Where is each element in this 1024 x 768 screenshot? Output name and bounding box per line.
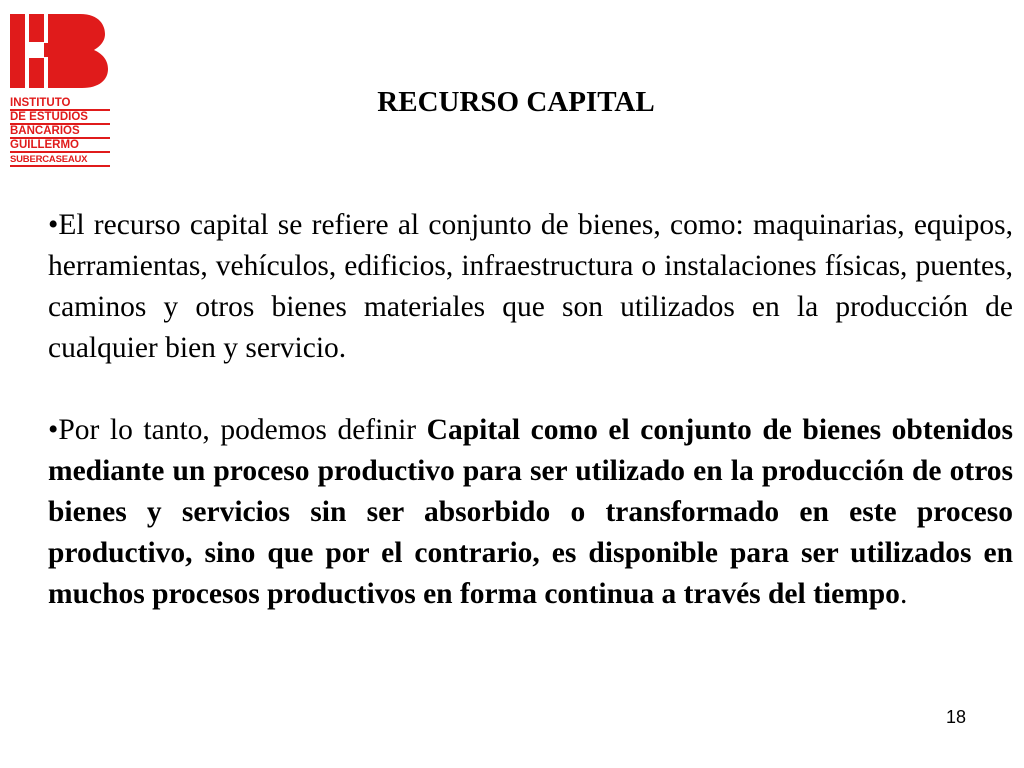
logo-line-2: DE ESTUDIOS xyxy=(10,111,88,123)
slide-title: RECURSO CAPITAL xyxy=(377,86,655,118)
paragraph-capital-definition xyxy=(48,410,1013,615)
paragraph-bold-definition: Capital como el conjunto de bienes obtenidos mediante un proceso productivo para ser utilizado en la producción de otros bienes y servicios sin ser absorbido o transformado en este proceso productivo, sino que por el contrario, es disponible para ser utilizados en muchos procesos productivos en forma continua a través del tiempo xyxy=(48,414,1013,610)
paragraph-suffix: . xyxy=(899,578,908,610)
paragraph-definition: •El recurso capital se refiere al conjunto de bienes, como: maquinarias, equipos, herramientas, vehículos, edificios, infraestructura o instalaciones físicas, puentes, caminos y otros bienes materiales que son utilizados en la producción de cualquier bien y servicio. xyxy=(48,209,1013,364)
logo-mark-icon xyxy=(10,12,110,92)
slide-content xyxy=(48,205,1013,615)
logo-line-3: BANCARIOS xyxy=(10,125,80,137)
paragraph-prefix: •Por lo tanto, podemos definir xyxy=(48,414,427,446)
logo-line-4: GUILLERMO xyxy=(10,139,79,151)
logo-line-1: INSTITUTO xyxy=(10,97,71,109)
page-number: 18 xyxy=(945,707,966,727)
logo-line-5: SUBERCASEAUX xyxy=(10,154,88,165)
